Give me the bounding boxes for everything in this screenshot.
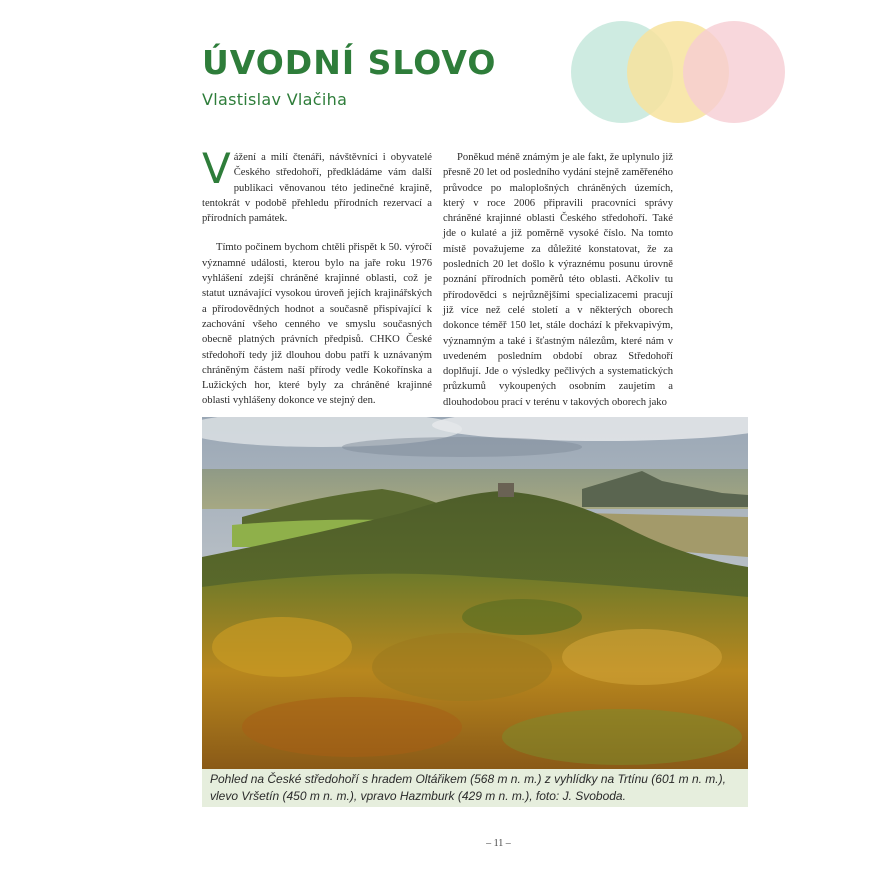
caption-line-1: Pohled na České středohoří s hradem Oltářikem (568 m n. m.) z vyhlídky na Trtínu (601 m n. m.), <box>210 772 726 786</box>
circle-pink <box>683 21 785 123</box>
caption-line-2: vlevo Vršetín (450 m n. m.), vpravo Hazmburk (429 m n. m.), foto: J. Svoboda. <box>210 789 626 803</box>
photo-caption <box>202 769 748 807</box>
intro-paragraph <box>202 144 432 226</box>
decorative-circles <box>571 21 749 125</box>
intro-paragraph-text: ážení a milí čtenáři, návštěvníci i obyvatelé Českého středohoří, předkládáme vám další publikaci věnovanou této jedinečné krajině, tentokrát v podobě přehledu přírodních rezervací a přírodních památek. <box>202 152 432 225</box>
text-column-right <box>443 150 673 424</box>
author-name: Vlastislav Vlačiha <box>202 90 348 109</box>
page-title: ÚVODNÍ SLOVO <box>202 43 497 82</box>
paragraph-history: Poněkud méně známým je ale fakt, že uplynulo již přesně 20 let od posledního vydání stejně zaměřeného průvodce po maloplošných chráněných územích, který v roce 2006 připravili pracovníci správy chráněné krajinné oblasti Českého středohoří. Také jde o kulaté a již poměrně vysoké číslo. Na tomto místě považujeme za důležité konstatovat, že za posledních 20 let došlo k výraznému posunu úrovně poznání přírodních poměrů této oblasti. Ačkoliv tu přírodovědci s nejrůznějšími specializacemi pracují již více než celé století a v některých oborech dokonce téměř 150 let, stále dochází k překvapivým, významným a také i šťastným nálezům, které nám v uvedeném posledním období obraz Středohoří doplňují. Jde o výsledky pečlivých a systematických průzkumů vykoupených osobním zaujetím a dlouhodobou prací v terénu v takových oborech jako <box>443 152 673 408</box>
page-number: – 11 – <box>486 838 511 849</box>
paragraph-anniversary: Tímto počinem bychom chtěli přispět k 50. výročí významné události, kterou bylo na jaře roku 1976 vyhlášení zdejší chráněné krajinné oblasti, což je statut uznávající vysokou úroveň jejích krajinářských a přírodovědných hodnot a současně přispívající k zachování všeho cenného ve smyslu současných obecně platných právních předpisů. CHKO České středohoří tedy již dlouhou dobu patří k uznávaným chráněným částem naší přírody vedle Kokořínska a Lužických hor, které byly za chráněné krajinné oblasti vyhlášeny dokonce ve stejný den. <box>202 242 432 407</box>
text-column-left <box>202 144 432 423</box>
drop-cap: V <box>202 144 231 193</box>
landscape-photo <box>202 417 748 769</box>
landscape-illustration <box>202 417 748 769</box>
